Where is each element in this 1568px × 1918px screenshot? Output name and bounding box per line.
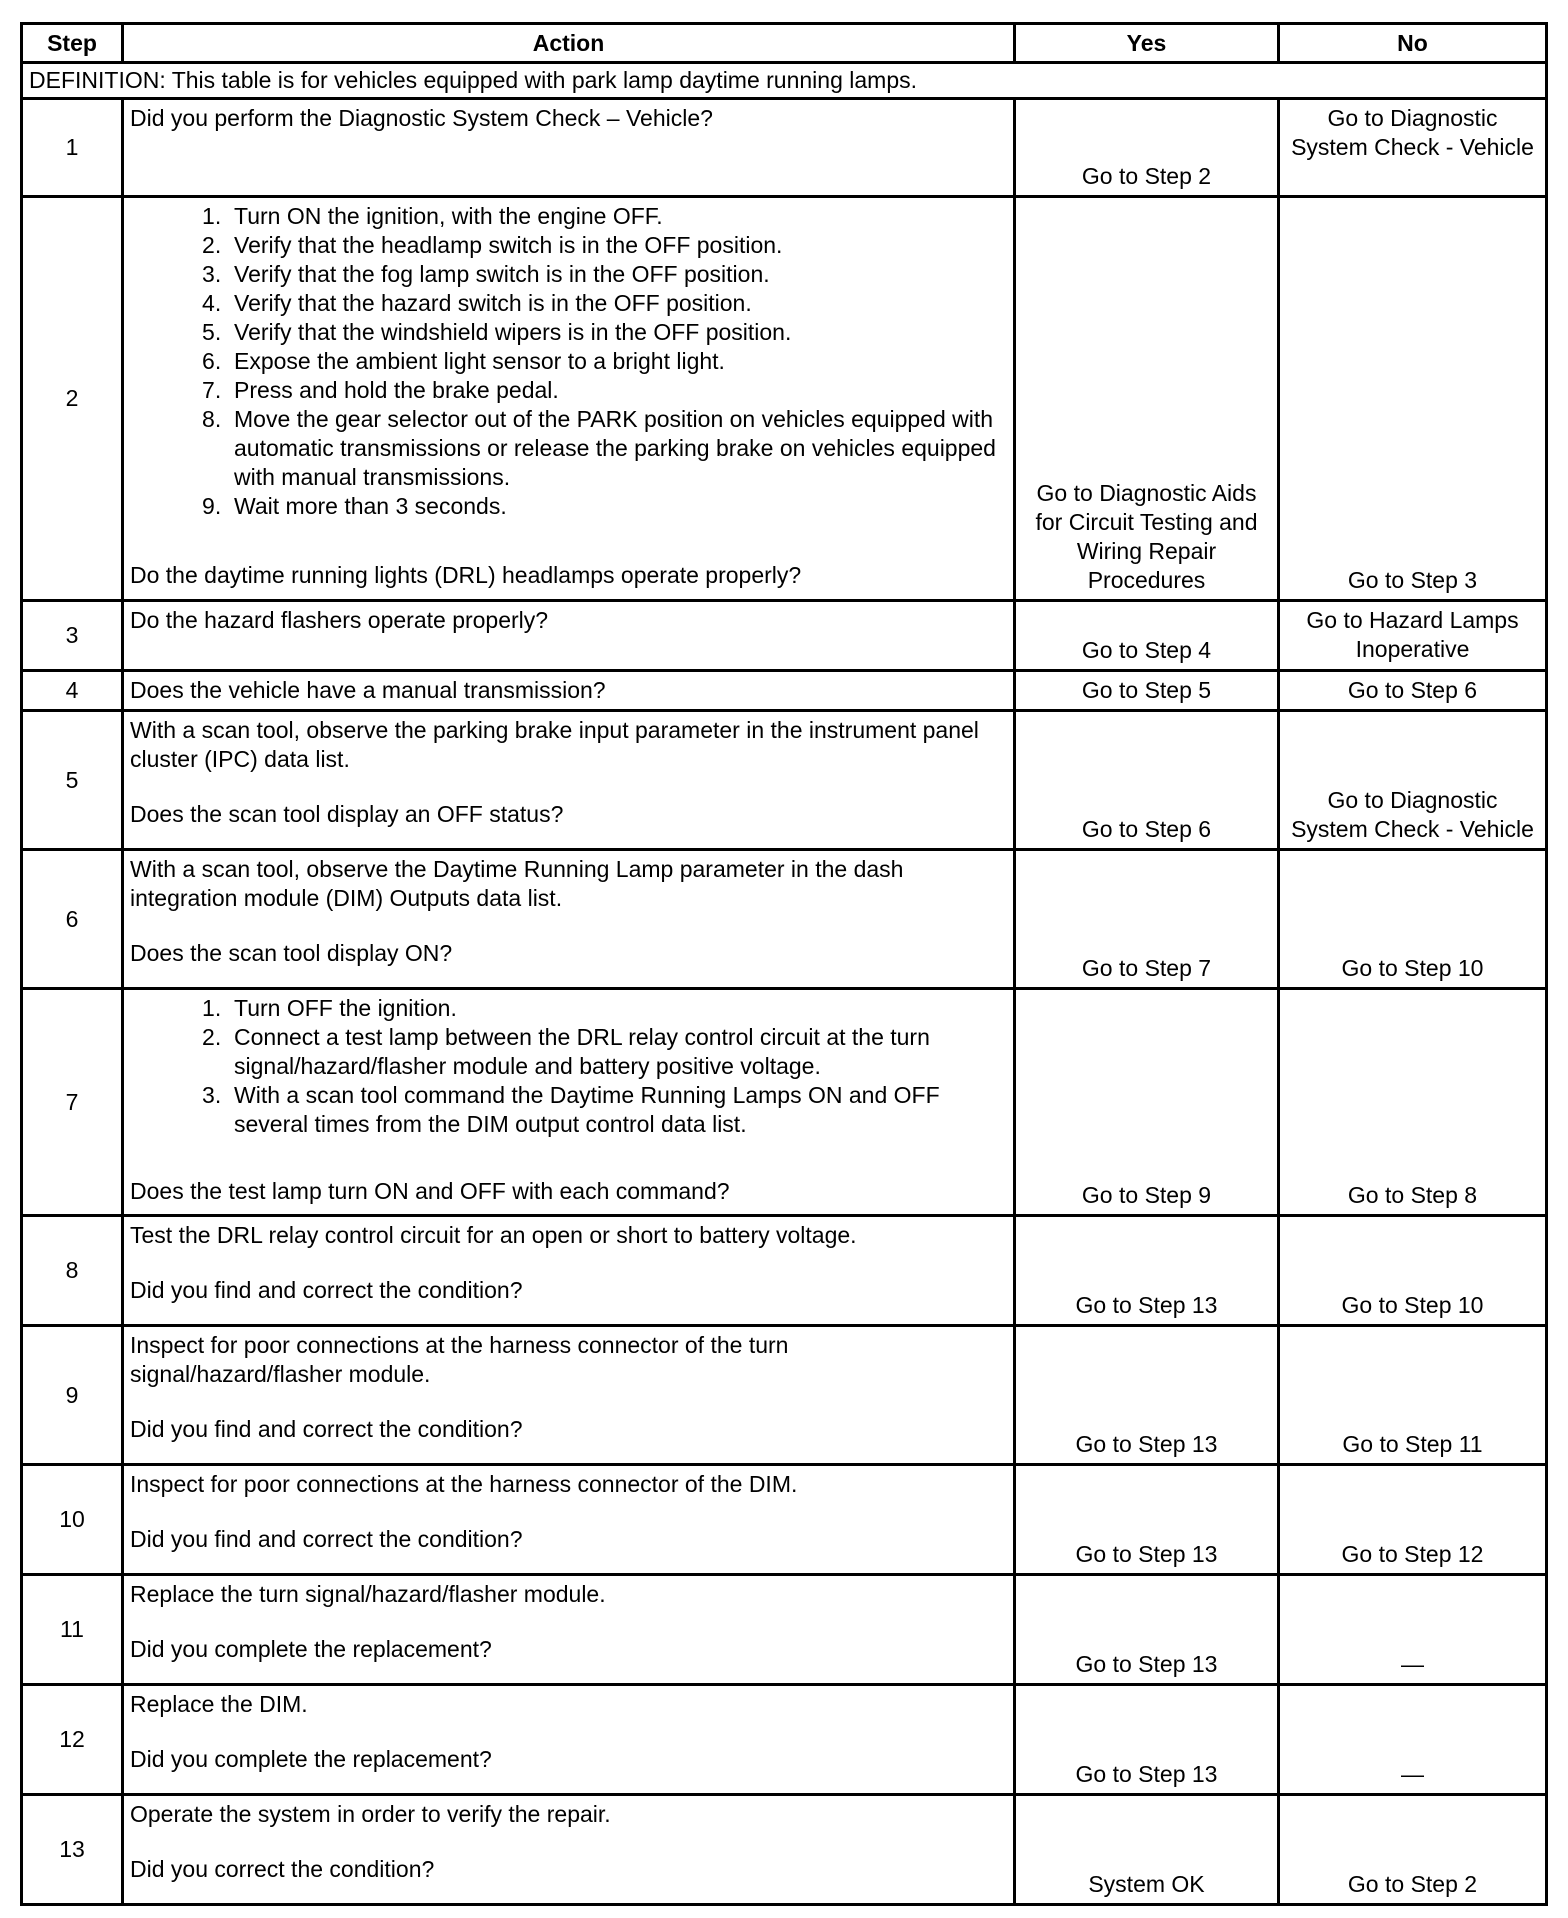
step-number: 8 [22, 1216, 123, 1326]
step-number: 2 [22, 197, 123, 601]
step-number: 3 [22, 601, 123, 671]
no-cell: Go to Step 10 [1279, 1216, 1547, 1326]
action-text: Did you perform the Diagnostic System Check – Vehicle? [130, 105, 713, 131]
yes-cell: Go to Step 4 [1015, 601, 1279, 671]
no-cell: — [1279, 1685, 1547, 1795]
header-row [22, 24, 1547, 63]
action-steps-list [130, 202, 1007, 521]
step-number: 6 [22, 850, 123, 989]
table-row [22, 197, 1547, 601]
action-cell [123, 197, 1015, 601]
header-no: No [1279, 24, 1547, 63]
action-text: Test the DRL relay control circuit for an open or short to battery voltage. [130, 1222, 857, 1248]
list-item: 3. With a scan tool command the Daytime Running Lamps ON and OFF several times from the DIM output control data list. [234, 1081, 1007, 1139]
definition-row [22, 63, 1547, 99]
no-cell: Go to Step 12 [1279, 1465, 1547, 1575]
action-steps-list [130, 994, 1007, 1139]
action-question: Does the scan tool display an OFF status? [130, 801, 564, 827]
header-step: Step [22, 24, 123, 63]
action-text: Inspect for poor connections at the harness connector of the turn signal/hazard/flasher module. [130, 1332, 789, 1387]
action-cell [123, 1216, 1015, 1326]
action-text: Inspect for poor connections at the harness connector of the DIM. [130, 1471, 798, 1497]
action-text: Operate the system in order to verify the repair. [130, 1801, 611, 1827]
action-question: Did you find and correct the condition? [130, 1416, 523, 1442]
yes-cell: Go to Step 5 [1015, 671, 1279, 711]
no-cell: — [1279, 1575, 1547, 1685]
table-row [22, 601, 1547, 671]
table-row [22, 850, 1547, 989]
step-number: 5 [22, 711, 123, 850]
action-cell [123, 1575, 1015, 1685]
list-item: 8. Move the gear selector out of the PARK position on vehicles equipped with automatic transmissions or release the parking brake on vehicles equipped with manual transmissions. [234, 405, 1007, 492]
step-number: 1 [22, 99, 123, 197]
list-item: 6. Expose the ambient light sensor to a bright light. [234, 347, 1007, 376]
step-number: 10 [22, 1465, 123, 1575]
action-question: Did you find and correct the condition? [130, 1277, 523, 1303]
action-cell [123, 601, 1015, 671]
diagnostic-table-container [20, 22, 1545, 1906]
action-cell [123, 850, 1015, 989]
no-cell: Go to Diagnostic System Check - Vehicle [1279, 711, 1547, 850]
table-row [22, 1216, 1547, 1326]
action-text: Replace the turn signal/hazard/flasher module. [130, 1581, 606, 1607]
action-cell [123, 989, 1015, 1216]
yes-cell: Go to Step 13 [1015, 1216, 1279, 1326]
no-cell: Go to Step 2 [1279, 1795, 1547, 1905]
action-question: Does the test lamp turn ON and OFF with each command? [130, 1178, 730, 1204]
yes-cell: Go to Step 9 [1015, 989, 1279, 1216]
yes-cell: Go to Diagnostic Aids for Circuit Testing and Wiring Repair Procedures [1015, 197, 1279, 601]
action-question: Do the daytime running lights (DRL) headlamps operate properly? [130, 562, 802, 588]
header-yes: Yes [1015, 24, 1279, 63]
action-text: With a scan tool, observe the Daytime Running Lamp parameter in the dash integration module (DIM) Outputs data list. [130, 856, 904, 911]
action-cell [123, 1326, 1015, 1465]
action-cell [123, 1465, 1015, 1575]
step-number: 9 [22, 1326, 123, 1465]
diagnostic-table [20, 22, 1548, 1906]
list-item: 5. Verify that the windshield wipers is in the OFF position. [234, 318, 1007, 347]
no-cell: Go to Step 8 [1279, 989, 1547, 1216]
table-row [22, 99, 1547, 197]
no-cell: Go to Step 3 [1279, 197, 1547, 601]
action-question: Does the scan tool display ON? [130, 940, 453, 966]
yes-cell: Go to Step 13 [1015, 1685, 1279, 1795]
table-row [22, 1326, 1547, 1465]
list-item: 1. Turn OFF the ignition. [234, 994, 1007, 1023]
list-item: 3. Verify that the fog lamp switch is in the OFF position. [234, 260, 1007, 289]
no-cell: Go to Hazard Lamps Inoperative [1279, 601, 1547, 671]
action-cell [123, 671, 1015, 711]
yes-cell: Go to Step 7 [1015, 850, 1279, 989]
yes-cell: System OK [1015, 1795, 1279, 1905]
action-text: With a scan tool, observe the parking brake input parameter in the instrument panel cluster (IPC) data list. [130, 717, 979, 772]
step-number: 11 [22, 1575, 123, 1685]
list-item: 1. Turn ON the ignition, with the engine OFF. [234, 202, 1007, 231]
yes-cell: Go to Step 13 [1015, 1465, 1279, 1575]
yes-cell: Go to Step 6 [1015, 711, 1279, 850]
list-item: 2. Connect a test lamp between the DRL relay control circuit at the turn signal/hazard/flasher module and battery positive voltage. [234, 1023, 1007, 1081]
action-text: Replace the DIM. [130, 1691, 308, 1717]
yes-cell: Go to Step 13 [1015, 1326, 1279, 1465]
list-item: 7. Press and hold the brake pedal. [234, 376, 1007, 405]
table-row [22, 711, 1547, 850]
action-question: Did you complete the replacement? [130, 1746, 492, 1772]
no-cell: Go to Step 6 [1279, 671, 1547, 711]
action-question: Did you correct the condition? [130, 1856, 435, 1882]
no-cell: Go to Step 10 [1279, 850, 1547, 989]
action-cell [123, 711, 1015, 850]
action-text: Does the vehicle have a manual transmission? [130, 677, 606, 703]
no-cell: Go to Diagnostic System Check - Vehicle [1279, 99, 1547, 197]
list-item: 9. Wait more than 3 seconds. [234, 492, 1007, 521]
table-row [22, 989, 1547, 1216]
table-row [22, 1685, 1547, 1795]
step-number: 13 [22, 1795, 123, 1905]
action-question: Did you complete the replacement? [130, 1636, 492, 1662]
table-row [22, 1575, 1547, 1685]
action-cell [123, 99, 1015, 197]
list-item: 2. Verify that the headlamp switch is in the OFF position. [234, 231, 1007, 260]
yes-cell: Go to Step 13 [1015, 1575, 1279, 1685]
header-action: Action [123, 24, 1015, 63]
table-row [22, 1795, 1547, 1905]
definition-text: DEFINITION: This table is for vehicles equipped with park lamp daytime running lamps. [22, 63, 1547, 99]
no-cell: Go to Step 11 [1279, 1326, 1547, 1465]
table-row [22, 671, 1547, 711]
step-number: 4 [22, 671, 123, 711]
list-item: 4. Verify that the hazard switch is in the OFF position. [234, 289, 1007, 318]
step-number: 7 [22, 989, 123, 1216]
action-question: Did you find and correct the condition? [130, 1526, 523, 1552]
action-cell [123, 1685, 1015, 1795]
step-number: 12 [22, 1685, 123, 1795]
table-row [22, 1465, 1547, 1575]
yes-cell: Go to Step 2 [1015, 99, 1279, 197]
action-cell [123, 1795, 1015, 1905]
action-text: Do the hazard flashers operate properly? [130, 607, 549, 633]
